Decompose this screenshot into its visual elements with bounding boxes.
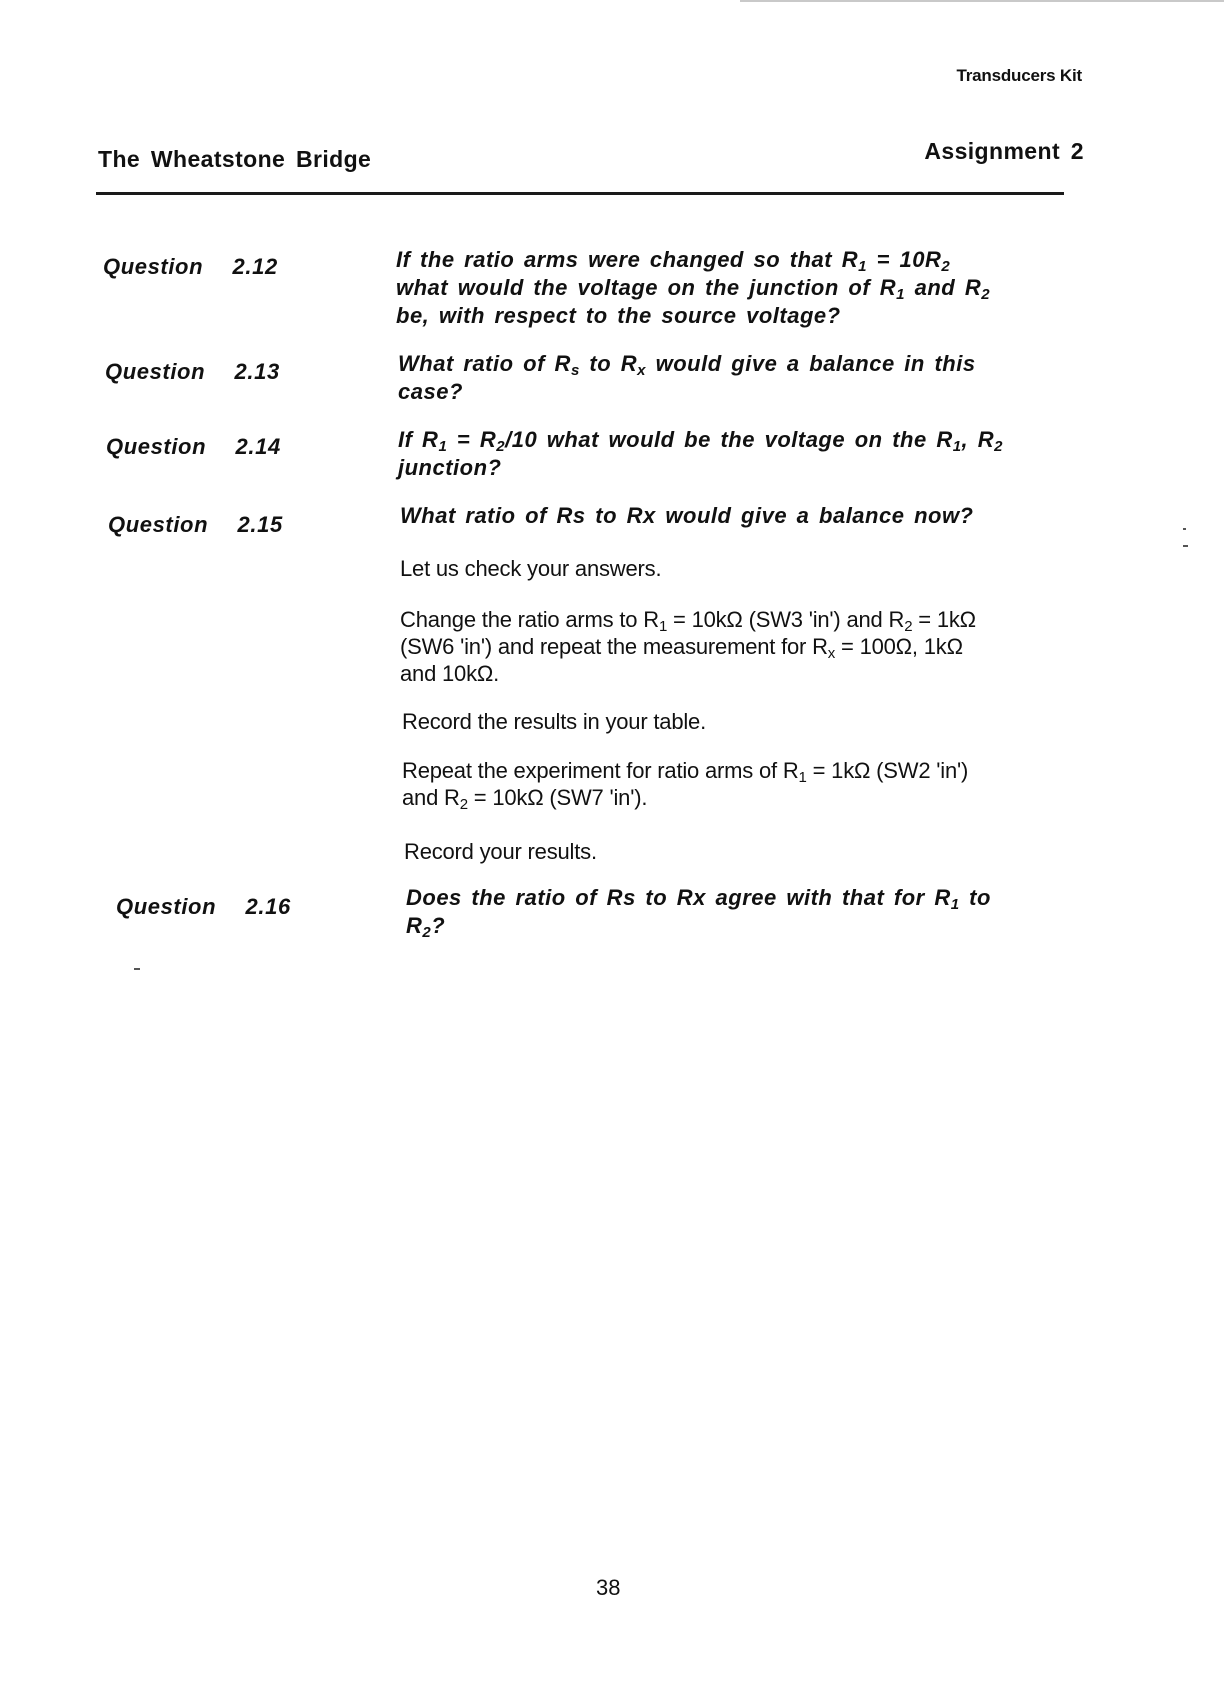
question-label-2-15: Question 2.15	[108, 512, 283, 537]
question-2-12-line-2: what would the voltage on the junction of $R_1$ and $R_2$	[396, 275, 991, 303]
page-title: The Wheatstone Bridge	[98, 146, 372, 172]
scan-speck	[134, 968, 140, 970]
question-2-13-line-1: What ratio of $R_s$ to $R_x$ would give a balance in this	[398, 351, 976, 379]
question-2-14-line-2: junction?	[398, 455, 502, 480]
question-2-13-line-2: case?	[398, 379, 463, 404]
question-text-2-16	[406, 884, 1126, 940]
page-number: 38	[596, 1575, 621, 1600]
question-2-12-line-3: be, with respect to the source voltage?	[396, 303, 841, 328]
change-ratio-instruction	[400, 606, 1110, 687]
repeat-line-2: and $R_2 = 10k\Omega$ (SW7 'in').	[402, 785, 648, 813]
question-label-2-14: Question 2.14	[106, 434, 281, 459]
change-ratio-line-1: Change the ratio arms to $R_1 = 10k\Omega$ (SW3 'in') and $R_2 = 1k\Omega$	[400, 607, 976, 635]
scan-speck	[1183, 528, 1186, 530]
repeat-line-1: Repeat the experiment for ratio arms of $R_1 = 1k\Omega$ (SW2 'in')	[402, 758, 969, 786]
header-divider	[96, 192, 1064, 195]
check-answers-text: Let us check your answers.	[400, 556, 662, 581]
question-2-16-line-2: $R_2$?	[406, 913, 446, 941]
question-2-16-line-1: Does the ratio of Rs to Rx agree with that for $R_1$ to	[406, 885, 991, 913]
question-text-2-15: What ratio of Rs to Rx would give a balance now?	[400, 503, 974, 528]
question-2-12-line-1: If the ratio arms were changed so that $R_1 = 10R_2$	[396, 247, 951, 275]
top-edge-rule	[740, 0, 1224, 2]
question-2-14-line-1: If $R_1 = R_2/10$ what would be the voltage on the $R_1$, $R_2$	[398, 427, 1004, 455]
repeat-experiment-instruction	[402, 757, 1112, 811]
question-text-2-14	[398, 426, 1118, 482]
record-table-text: Record the results in your table.	[402, 709, 706, 734]
question-text-2-12	[396, 246, 1116, 330]
question-text-2-13	[398, 350, 1118, 406]
kit-label: Transducers Kit	[956, 66, 1082, 85]
scan-speck	[1183, 545, 1188, 547]
question-label-2-12: Question 2.12	[103, 254, 278, 279]
question-label-2-13: Question 2.13	[105, 359, 280, 384]
change-ratio-line-2: (SW6 'in') and repeat the measurement for $R_x = 100\Omega$, 1kΩ	[400, 634, 963, 662]
question-label-2-16: Question 2.16	[116, 894, 291, 919]
assignment-label: Assignment 2	[924, 138, 1084, 164]
change-ratio-line-3: and 10kΩ.	[400, 661, 500, 686]
record-results-text: Record your results.	[404, 839, 597, 864]
